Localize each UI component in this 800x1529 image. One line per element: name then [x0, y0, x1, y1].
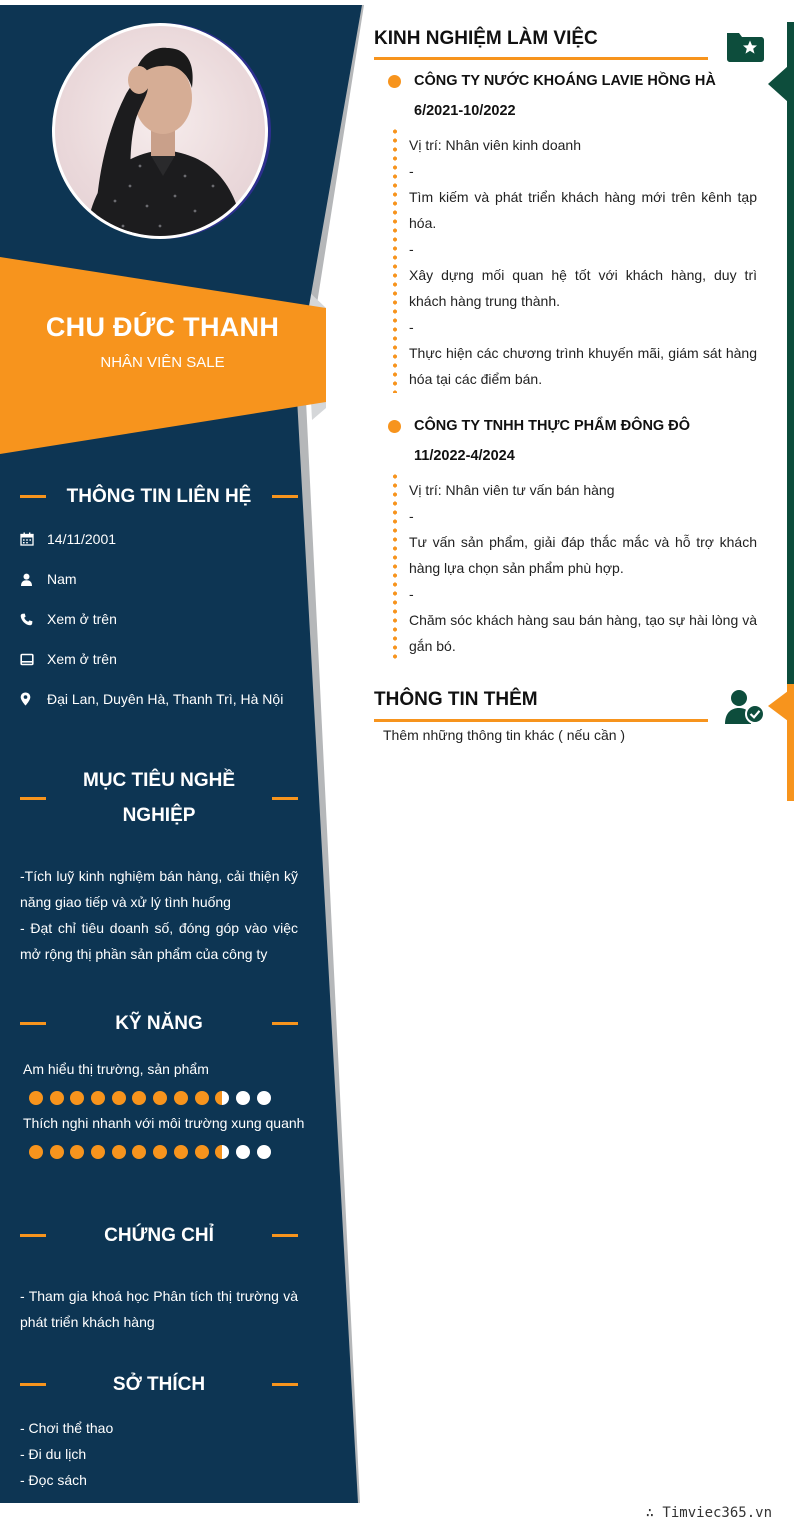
additional-text: Thêm những thông tin khác ( nếu cần )	[383, 727, 626, 743]
skills-section-title: KỸ NĂNG	[20, 1006, 298, 1041]
rating-dot	[153, 1145, 167, 1159]
contact-phone: Xem ở trên	[20, 611, 117, 627]
experience-title-underline	[374, 57, 708, 60]
timeline-bullet	[388, 420, 401, 433]
skill-name: Am hiểu thị trường, sản phẩm	[23, 1061, 209, 1077]
title-dash-left	[20, 1022, 46, 1025]
watermark: ∴ Timviec365.vn	[645, 1505, 772, 1521]
skill-name: Thích nghi nhanh với môi trường xung quanh	[23, 1115, 305, 1131]
objective-section-title: MỤC TIÊU NGHỀ NGHIỆP	[20, 763, 298, 833]
contact-address: Đại Lan, Duyên Hà, Thanh Trì, Hà Nội	[20, 691, 283, 707]
rating-dot	[257, 1145, 271, 1159]
job-period: 6/2021-10/2022	[414, 103, 516, 119]
candidate-name: CHU ĐỨC THANH	[45, 312, 280, 342]
person-icon	[20, 573, 47, 586]
calendar-icon	[20, 532, 47, 546]
additional-section-title: THÔNG TIN THÊM	[374, 689, 538, 710]
timeline-bullet	[388, 75, 401, 88]
rating-dot	[236, 1091, 250, 1105]
section-marker-arrow	[768, 66, 788, 102]
skill-rating	[29, 1145, 277, 1159]
title-dash-left	[20, 1234, 46, 1237]
right-accent-bar-green	[787, 22, 794, 684]
rating-dot	[112, 1091, 126, 1105]
email-icon	[20, 653, 47, 666]
additional-title-underline	[374, 719, 708, 722]
rating-dot	[195, 1145, 209, 1159]
rating-dot	[70, 1145, 84, 1159]
job-company: CÔNG TY NƯỚC KHOÁNG LAVIE HỒNG HÀ	[388, 73, 716, 89]
title-dash-right	[272, 1234, 298, 1237]
rating-dot	[29, 1091, 43, 1105]
rating-dot	[70, 1091, 84, 1105]
certificates-section-title: CHỨNG CHỈ	[20, 1218, 298, 1253]
rating-dot	[174, 1091, 188, 1105]
skill-rating	[29, 1091, 277, 1105]
title-dash-left	[20, 495, 46, 498]
title-dash-left	[20, 1383, 46, 1386]
title-dash-left	[20, 797, 46, 800]
hobby-item: - Đọc sách	[20, 1472, 87, 1488]
title-dash-right	[272, 797, 298, 800]
contact-section-title: THÔNG TIN LIÊN HỆ	[20, 479, 298, 514]
job-description: Vị trí: Nhân viên kinh doanh - Tìm kiếm và phát triển khách hàng mới trên kênh tạp hóa. - Xây dựng mối quan hệ tốt với khách hàng, duy trì khách hàng trung thành. - Thực hiện các chương trình khuyến mãi, giám sát hàng hóa tại các điểm bán.	[409, 137, 757, 387]
job-timeline	[393, 127, 397, 393]
folder-star-icon	[725, 29, 765, 68]
hobby-item: - Đi du lịch	[20, 1446, 87, 1462]
candidate-role: NHÂN VIÊN SALE	[100, 354, 225, 371]
right-accent-bar-orange	[787, 684, 794, 801]
rating-dot	[112, 1145, 126, 1159]
rating-dot	[132, 1145, 146, 1159]
contact-birthdate: 14/11/2001	[20, 531, 116, 547]
title-dash-right	[272, 495, 298, 498]
phone-icon	[20, 613, 47, 626]
contact-gender: Nam	[20, 571, 77, 587]
contact-email: Xem ở trên	[20, 651, 117, 667]
user-check-icon	[725, 689, 765, 730]
profile-photo	[52, 23, 268, 239]
title-dash-right	[272, 1383, 298, 1386]
rating-dot	[91, 1145, 105, 1159]
hobby-item: - Chơi thể thao	[20, 1420, 114, 1436]
job-company: CÔNG TY TNHH THỰC PHẨM ĐÔNG ĐÔ	[388, 418, 690, 434]
experience-section-title: KINH NGHIỆM LÀM VIỆC	[374, 28, 598, 49]
objective-text: -Tích luỹ kinh nghiệm bán hàng, cải thiện kỹ năng giao tiếp và xử lý tình huống - Đạt chỉ tiêu doanh số, đóng góp vào việc mở rộng thị phần sản phẩm của công ty	[20, 868, 298, 962]
rating-dot	[174, 1145, 188, 1159]
job-period: 11/2022-4/2024	[414, 448, 515, 464]
certificates-text: - Tham gia khoá học Phân tích thị trường và phát triển khách hàng	[20, 1288, 298, 1330]
rating-dot	[50, 1091, 64, 1105]
hobbies-list	[20, 1415, 298, 1493]
job-timeline	[393, 472, 397, 660]
rating-dot	[257, 1091, 271, 1105]
rating-dot	[153, 1091, 167, 1105]
location-pin-icon	[20, 692, 47, 706]
rating-dot	[132, 1091, 146, 1105]
title-dash-right	[272, 1022, 298, 1025]
rating-dot	[91, 1091, 105, 1105]
rating-dot	[195, 1091, 209, 1105]
rating-dot	[29, 1145, 43, 1159]
hobbies-section-title: SỞ THÍCH	[20, 1367, 298, 1402]
rating-dot	[50, 1145, 64, 1159]
rating-dot	[236, 1145, 250, 1159]
rating-dot	[215, 1145, 229, 1159]
section-marker-arrow	[768, 691, 788, 721]
job-description: Vị trí: Nhân viên tư vấn bán hàng - Tư vấn sản phẩm, giải đáp thắc mắc và hỗ trợ khách hàng lựa chọn sản phẩm phù hợp. - Chăm sóc khách hàng sau bán hàng, tạo sự hài lòng và gắn bó.	[409, 482, 757, 654]
rating-dot	[215, 1091, 229, 1105]
